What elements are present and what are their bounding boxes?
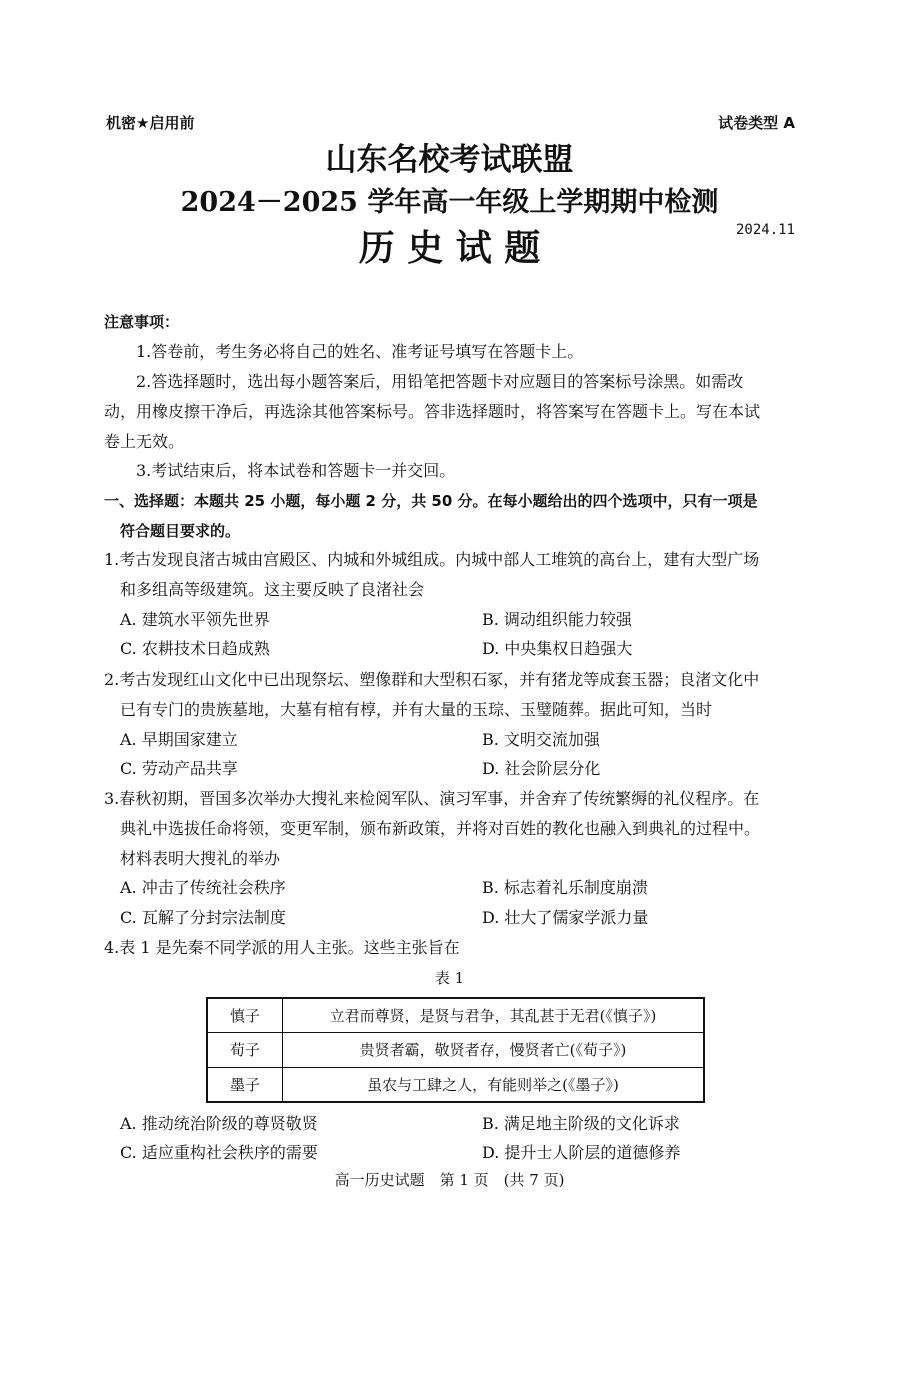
section-heading-line-1: 一、选择题：本题共 25 小题，每小题 2 分，共 50 分。在每小题给出的四个选项中，只有一项是 [104, 492, 758, 510]
question-3-line-3: 材料表明大搜礼的举办 [120, 849, 281, 868]
question-3-line-2: 典礼中选拔任命将领，变更军制，颁布新政策，并将对百姓的教化也融入到典礼的过程中。 [120, 819, 761, 838]
paper-type-label: 试卷类型 A [718, 114, 795, 132]
question-1-option-d: D. 中央集权日趋强大 [482, 639, 633, 658]
question-2-option-c: C. 劳动产品共享 [120, 759, 238, 778]
question-4-line-1: 4.表 1 是先秦不同学派的用人主张。这些主张旨在 [104, 938, 460, 957]
exam-date: 2024.11 [735, 222, 795, 238]
table-cell-school: 荀子 [207, 1033, 283, 1067]
table-1 [206, 997, 705, 1103]
confidential-label: 机密★启用前 [106, 114, 195, 132]
table-cell-school: 墨子 [207, 1067, 283, 1102]
question-3-line-1: 3.春秋初期，晋国多次举办大搜礼来检阅军队、演习军事，并舍弃了传统繁缛的礼仪程序。在 [104, 789, 760, 808]
notice-item-2-line-3: 卷上无效。 [104, 432, 185, 451]
table-cell-text: 立君而尊贤，是贤与君争，其乱甚于无君(《慎子》) [283, 998, 705, 1033]
question-1-line-2: 和多组高等级建筑。这主要反映了良渚社会 [120, 580, 425, 599]
question-4-option-c: C. 适应重构社会秩序的需要 [120, 1143, 318, 1162]
notice-item-2-line-2: 动，用橡皮擦干净后，再选涂其他答案标号。答非选择题时，将答案写在答题卡上。写在本试 [104, 402, 761, 421]
notice-item-1: 1.答卷前，考生务必将自己的姓名、准考证号填写在答题卡上。 [136, 342, 584, 361]
question-3-option-a: A. 冲击了传统社会秩序 [120, 878, 286, 897]
table-cell-text: 虽农与工肆之人，有能则举之(《墨子》) [283, 1067, 705, 1102]
question-2-option-b: B. 文明交流加强 [482, 730, 600, 749]
question-1-option-a: A. 建筑水平领先世界 [120, 610, 270, 629]
question-2-option-a: A. 早期国家建立 [120, 730, 238, 749]
question-1-option-c: C. 农耕技术日趋成熟 [120, 639, 270, 658]
notice-heading: 注意事项： [104, 313, 180, 331]
question-3-option-c: C. 瓦解了分封宗法制度 [120, 908, 286, 927]
question-4-option-d: D. 提升士人阶层的道德修养 [482, 1143, 681, 1162]
question-4-option-b: B. 满足地主阶级的文化诉求 [482, 1114, 680, 1133]
table-cell-school: 慎子 [207, 998, 283, 1033]
section-heading-line-2: 符合题目要求的。 [120, 522, 241, 540]
question-4-option-a: A. 推动统治阶级的尊贤敬贤 [120, 1114, 318, 1133]
question-2-line-2: 已有专门的贵族墓地，大墓有棺有椁，并有大量的玉琮、玉璧随葬。据此可知，当时 [120, 700, 713, 719]
table-row [207, 998, 704, 1033]
notice-item-2-line-1: 2.答选择题时，选出每小题答案后，用铅笔把答题卡对应题目的答案标号涂黑。如需改 [136, 372, 744, 391]
exam-title: 2024－2025 学年高一年级上学期期中检测 [180, 187, 719, 218]
alliance-title: 山东名校考试联盟 [325, 142, 574, 178]
page-footer: 高一历史试题 第 1 页 (共 7 页) [334, 1171, 565, 1189]
question-1-line-1: 1.考古发现良渚古城由宫殿区、内城和外城组成。内城中部人工堆筑的高台上，建有大型广场 [104, 550, 760, 569]
table-row [207, 1067, 704, 1102]
subject-title: 历 史 试 题 [358, 227, 541, 269]
table-cell-text: 贵贤者霸，敬贤者存，慢贤者亡(《荀子》) [283, 1033, 705, 1067]
table-row [207, 1033, 704, 1067]
notice-item-3: 3.考试结束后，将本试卷和答题卡一并交回。 [136, 461, 456, 480]
question-1-option-b: B. 调动组织能力较强 [482, 610, 632, 629]
question-2-option-d: D. 社会阶层分化 [482, 759, 601, 778]
question-3-option-b: B. 标志着礼乐制度崩溃 [482, 878, 648, 897]
question-2-line-1: 2.考古发现红山文化中已出现祭坛、塑像群和大型积石冢，并有猪龙等成套玉器；良渚文化中 [104, 670, 760, 689]
question-3-option-d: D. 壮大了儒家学派力量 [482, 908, 649, 927]
table-1-caption: 表 1 [434, 969, 465, 987]
